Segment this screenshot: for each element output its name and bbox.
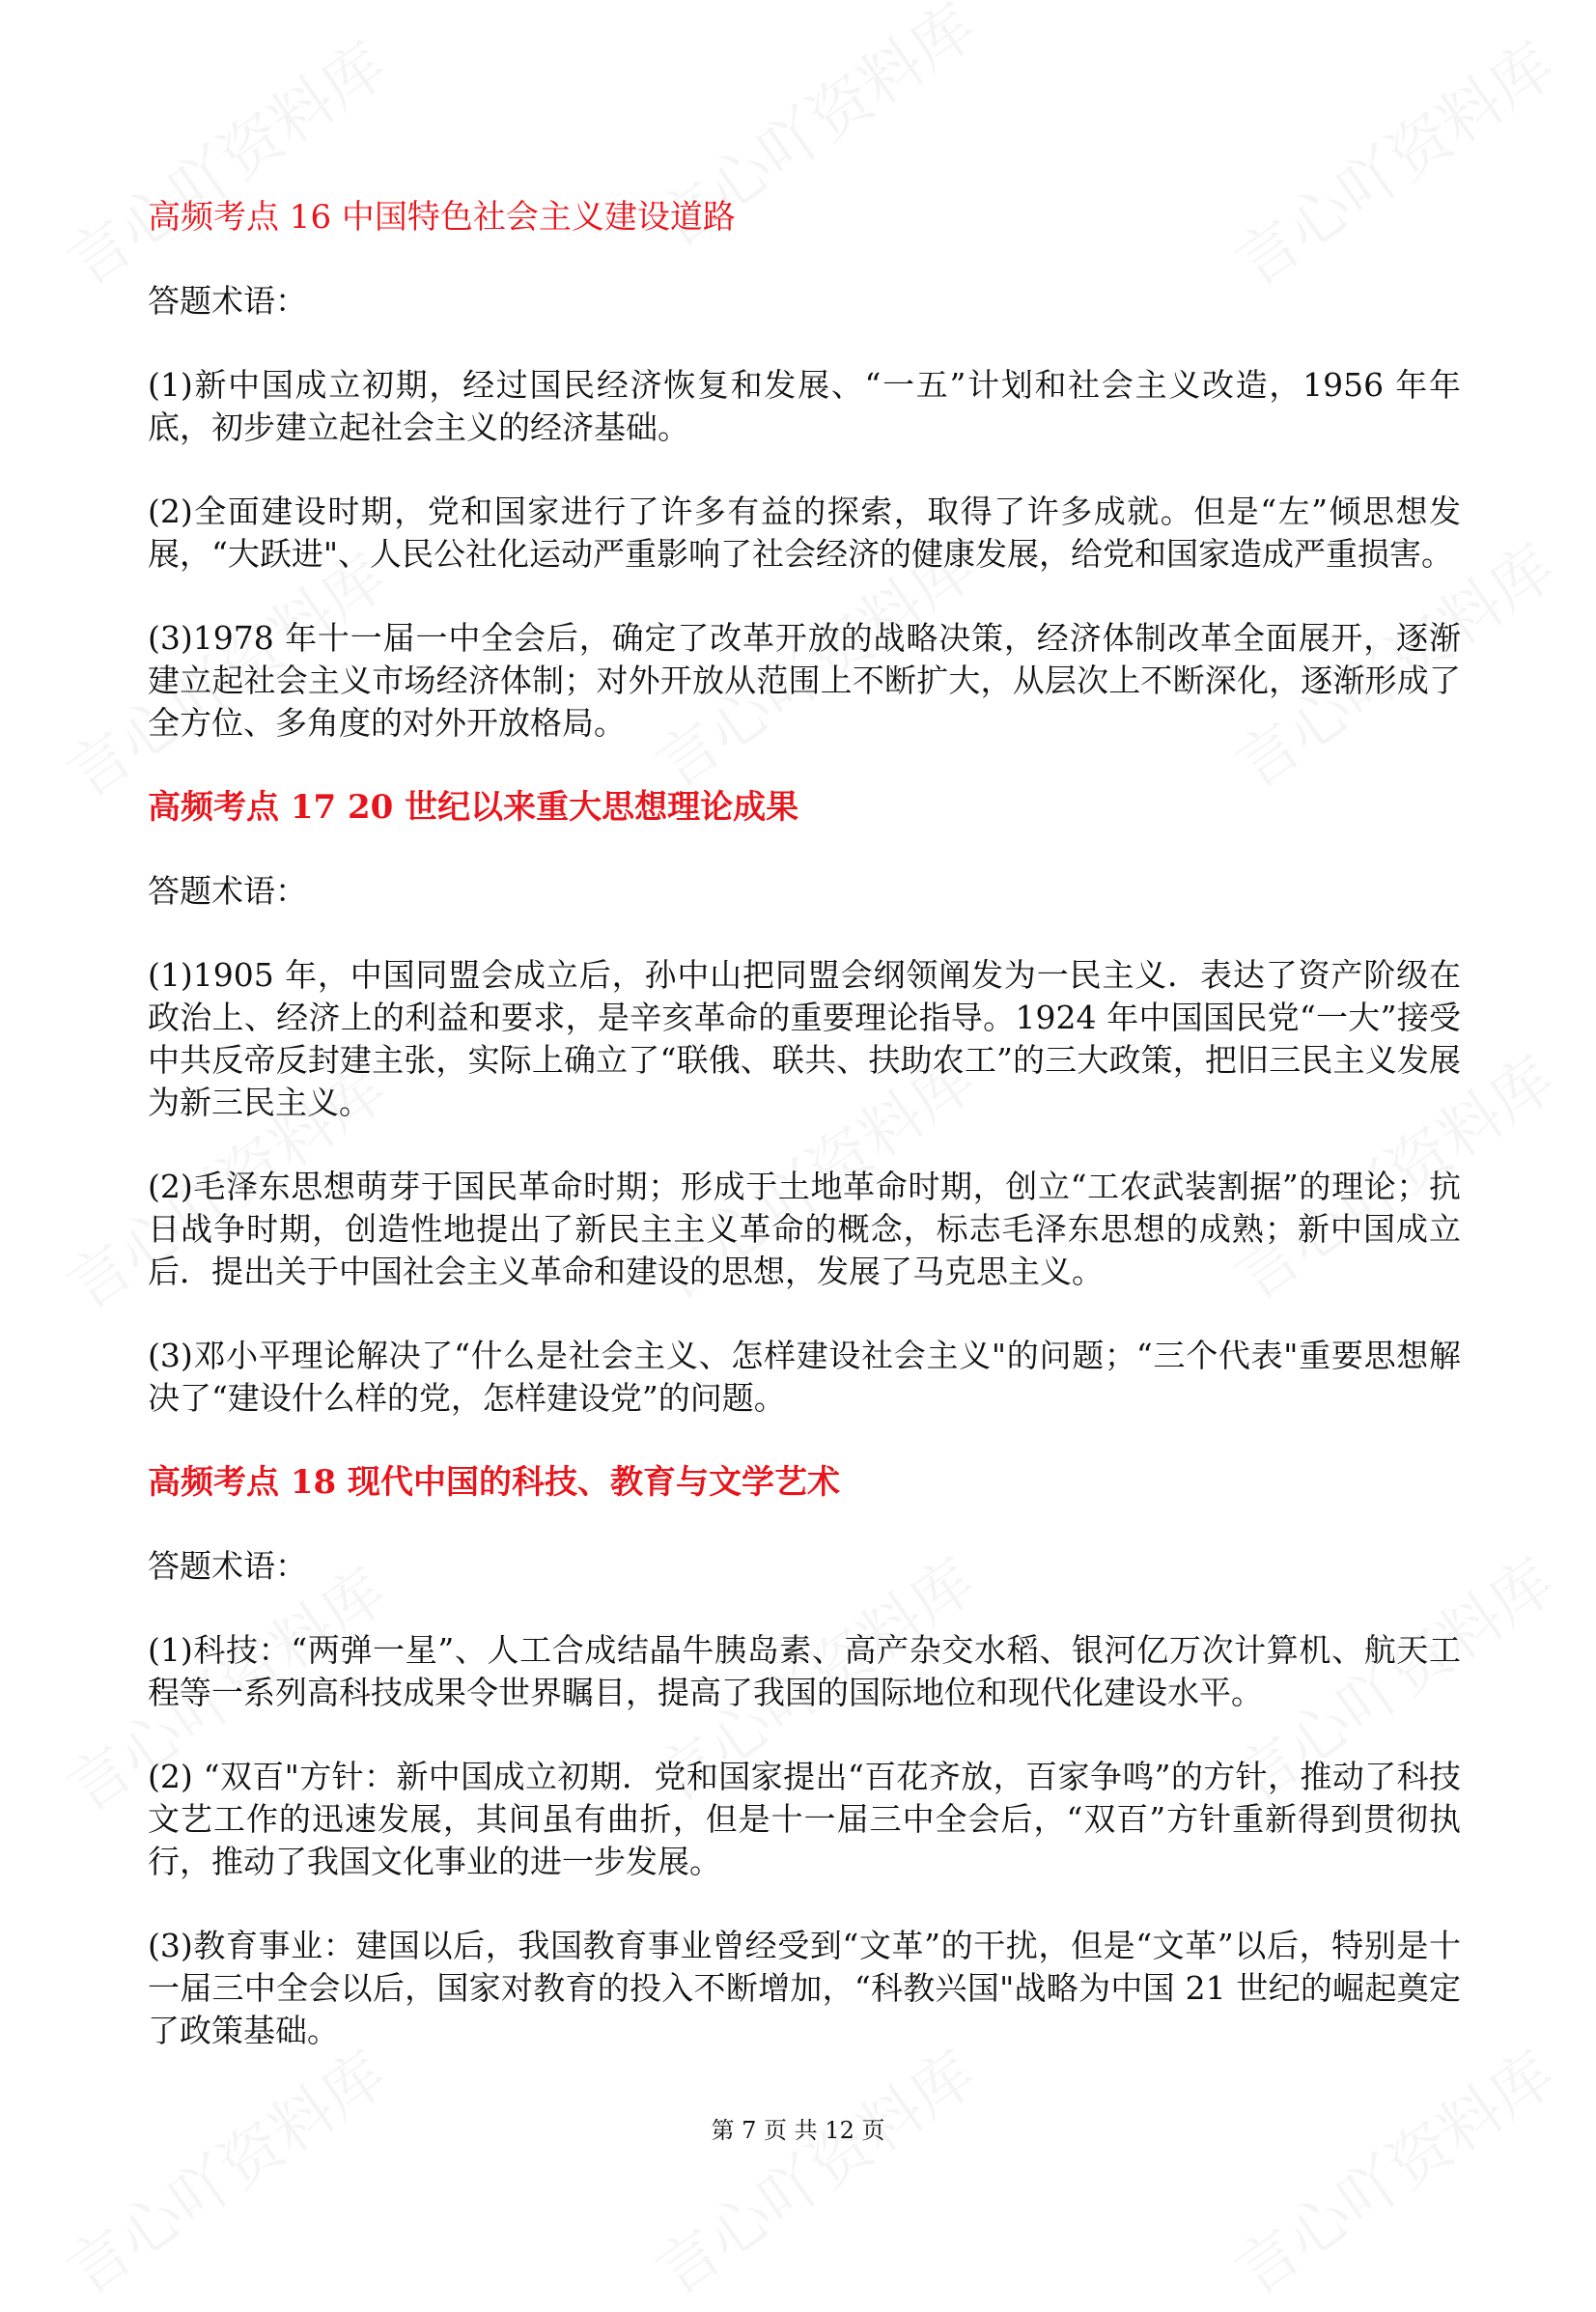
section-17 — [148, 786, 1461, 1420]
paragraph: (2)毛泽东思想萌芽于国民革命时期；形成于土地革命时期，创立“工农武装割据”的理论；抗日战争时期，创造性地提出了新民主主义革命的概念，标志毛泽东思想的成熟；新中国成立后．提出关于中国社会主义革命和建设的思想，发展了马克思主义。 — [148, 1168, 1461, 1290]
section-16 — [148, 196, 1461, 745]
page-number: 第 7 页 共 12 页 — [711, 2117, 885, 2144]
paragraph: (2)全面建设时期，党和国家进行了许多有益的探索，取得了许多成就。但是“左”倾思想发展，“大跃进"、人民公社化运动严重影响了社会经济的健康发展，给党和国家造成严重损害。 — [148, 493, 1461, 573]
paragraph: (2) “双百"方针：新中国成立初期．党和国家提出“百花齐放，百家争鸣”的方针，推动了科技文艺工作的迅速发展，其间虽有曲折，但是十一届三中全会后，“双百”方针重新得到贯彻执行，推动了我国文化事业的进一步发展。 — [148, 1758, 1461, 1880]
paragraph: (1)新中国成立初期，经过国民经济恢复和发展、“一五”计划和社会主义改造，1956 年年底，初步建立起社会主义的经济基础。 — [148, 366, 1461, 446]
section-heading: 高频考点 18 现代中国的科技、教育与文学艺术 — [148, 1463, 840, 1502]
paragraph: (3)教育事业：建国以后，我国教育事业曾经受到“文革”的干扰，但是“文革”以后，特别是十一届三中全会以后，国家对教育的投入不断增加，“科教兴国"战略为中国 21 世纪的崛起奠定了政策基础。 — [148, 1927, 1461, 2049]
paragraph: (3)1978 年十一届一中全会后，确定了改革开放的战略决策，经济体制改革全面展开，逐渐建立起社会主义市场经济体制；对外开放从范围上不断扩大，从层次上不断深化，逐渐形成了全方位、多角度的对外开放格局。 — [148, 619, 1461, 742]
paragraph: (3)邓小平理论解决了“什么是社会主义、怎样建设社会主义"的问题；“三个代表"重要思想解决了“建设什么样的党，怎样建设党”的问题。 — [148, 1337, 1461, 1417]
paragraph: (1)1905 年，中国同盟会成立后，孙中山把同盟会纲领阐发为一民主义．表达了资产阶级在政治上、经济上的利益和要求，是辛亥革命的重要理论指导。1924 年中国国民党“一大”接受中共反帝反封建主张，实际上确立了“联俄、联共、扶助农工”的三大政策，把旧三民主义发展为新三民主义。 — [148, 956, 1461, 1121]
answer-label: 答题术语： — [148, 282, 307, 320]
document-body — [148, 196, 1461, 2094]
section-heading: 高频考点 17 20 世纪以来重大思想理论成果 — [148, 788, 799, 827]
answer-label: 答题术语： — [148, 1547, 307, 1585]
section-heading: 高频考点 16 中国特色社会主义建设道路 — [148, 198, 736, 237]
answer-label: 答题术语： — [148, 872, 307, 910]
paragraph: (1)科技：“两弹一星”、人工合成结晶牛胰岛素、高产杂交水稻、银河亿万次计算机、航天工程等一系列高科技成果令世界瞩目，提高了我国的国际地位和现代化建设水平。 — [148, 1631, 1461, 1711]
section-18 — [148, 1461, 1461, 2052]
